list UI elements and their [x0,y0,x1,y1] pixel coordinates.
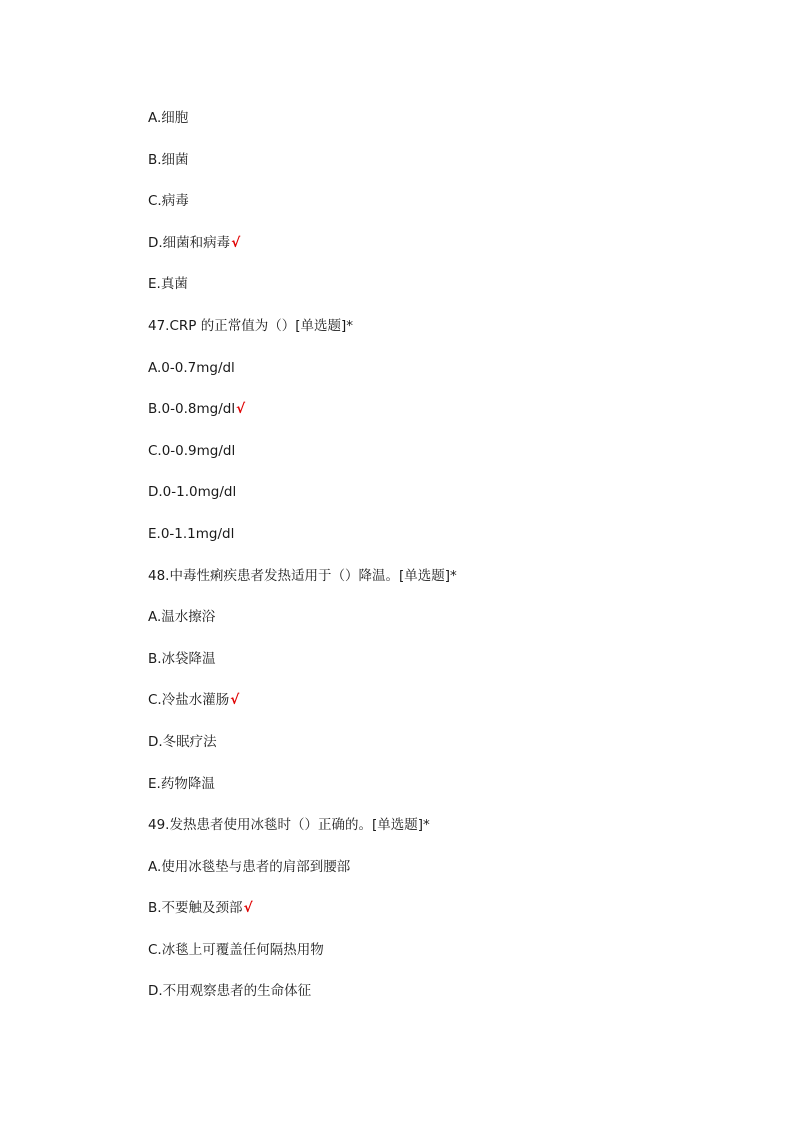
question-49 [148,815,748,857]
option-d [148,981,748,1023]
option-a [148,857,748,899]
correct-check-icon: √ [243,900,253,917]
correct-check-icon: √ [236,401,246,418]
option-e [148,774,748,816]
line-text: B.不要触及颈部 [148,900,243,917]
option-c [148,690,748,732]
line-text: D.不用观察患者的生命体征 [148,983,312,1000]
correct-check-icon: √ [230,692,240,709]
line-text: D.细菌和病毒 [148,234,231,251]
line-text: E.药物降温 [148,775,215,792]
option-a [148,108,748,150]
document-page [148,108,748,1023]
option-b [148,399,748,441]
option-a [148,358,748,400]
option-d [148,732,748,774]
line-text: A.温水擦浴 [148,609,216,626]
option-a [148,607,748,649]
question-47 [148,316,748,358]
option-e [148,524,748,566]
line-text: B.冰袋降温 [148,650,216,667]
option-b [148,649,748,691]
question-48 [148,566,748,608]
line-text: B.细菌 [148,151,189,168]
option-d [148,482,748,524]
option-b [148,898,748,940]
question-text: 48.中毒性痢疾患者发热适用于（）降温。[单选题]* [148,567,457,584]
option-c [148,940,748,982]
line-text: A.使用冰毯垫与患者的肩部到腰部 [148,858,351,875]
option-d [148,233,748,275]
line-text: C.冰毯上可覆盖任何隔热用物 [148,941,324,958]
line-text: E.0-1.1mg/dl [148,525,235,542]
line-text: C.病毒 [148,193,189,210]
line-text: C.冷盐水灌肠 [148,692,230,709]
line-text: C.0-0.9mg/dl [148,442,236,459]
option-b [148,150,748,192]
line-text: B.0-0.8mg/dl [148,401,236,418]
question-text: 47.CRP 的正常值为（）[单选题]* [148,317,353,334]
line-text: D.冬眠疗法 [148,733,217,750]
option-e [148,274,748,316]
option-c [148,441,748,483]
correct-check-icon: √ [231,234,241,251]
line-text: A.细胞 [148,110,189,126]
line-text: E.真菌 [148,276,188,293]
line-text: A.0-0.7mg/dl [148,359,235,376]
line-text: D.0-1.0mg/dl [148,484,237,501]
option-c [148,191,748,233]
question-text: 49.发热患者使用冰毯时（）正确的。[单选题]* [148,817,430,834]
